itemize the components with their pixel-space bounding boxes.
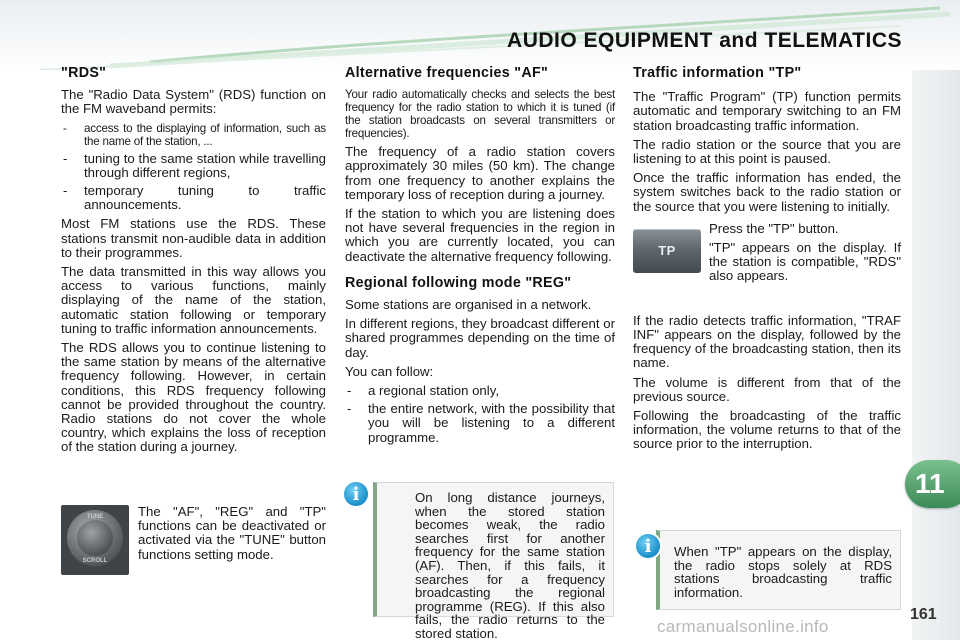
knob-note-text: The "AF", "REG" and "TP" functions can be deactivated or activated via the "TUNE" button functions setting mode. xyxy=(138,504,326,562)
reg-paragraph: In different regions, they broadcast different or shared programmes depending on the time of day. xyxy=(345,316,615,360)
af-section xyxy=(345,66,615,450)
info-icon: i xyxy=(636,534,660,558)
list-item: - temporary tuning to traffic announcements. xyxy=(61,184,326,212)
rds-bullet-list xyxy=(61,122,326,213)
rds-section xyxy=(61,66,326,460)
info-box-af-reg xyxy=(373,482,614,641)
tp-paragraph: Following the broadcasting of the traffic information, the volume returns to that of the source prior to the interruption. xyxy=(633,408,901,452)
reg-paragraph: You can follow: xyxy=(345,363,434,379)
tp-paragraph: Once the traffic information has ended, the system switches back to the radio station or the source that you were listening to initially. xyxy=(633,170,901,214)
tp-button-row xyxy=(633,222,901,314)
reg-paragraph: Some stations are organised in a network. xyxy=(345,297,592,313)
list-item: - access to the displaying of information, such as the name of the station, ... xyxy=(61,122,326,148)
tune-knob-note xyxy=(61,505,326,585)
list-item: - the entire network, with the possibility that you will be listening to a different programme. xyxy=(345,402,615,445)
reg-bullet-list xyxy=(345,384,615,445)
tp-paragraph: The "Traffic Program" (TP) function permits automatic and temporary switching to an FM station broadcasting traffic information. xyxy=(633,89,901,133)
tune-knob-icon xyxy=(61,505,129,575)
knob-label-top: TUNE xyxy=(86,514,104,520)
chapter-tab: 11 xyxy=(905,460,960,508)
rds-paragraph: Most FM stations use the RDS. These stations transmit non-audible data in addition to their programmes. xyxy=(61,216,326,260)
page-edge-band xyxy=(912,70,960,640)
af-paragraph: The frequency of a radio station covers approximately 30 miles (50 km). The change from one frequency to another explains the temporary loss of reception during a journey. xyxy=(345,144,615,202)
rds-heading: "RDS" xyxy=(61,65,107,81)
tp-press-text: Press the "TP" button. xyxy=(709,220,839,236)
page-number: 161 xyxy=(910,606,937,623)
tp-paragraph: If the radio detects traffic information, "TRAF INF" appears on the display, followed by the frequency of the broadcasting station, then its name. xyxy=(633,312,901,371)
rds-paragraph: The data transmitted in this way allows you access to various functions, mainly displaying of the name of the station, automatic station following or temporary tuning to traffic information announcements. xyxy=(61,264,326,336)
info-box-tp xyxy=(656,530,901,610)
reg-heading: Regional following mode "REG" xyxy=(345,274,572,291)
rds-intro: The "Radio Data System" (RDS) function on the FM waveband permits: xyxy=(61,87,326,117)
info-icon: i xyxy=(344,482,368,506)
tp-button: TP xyxy=(633,229,701,273)
af-paragraph: If the station to which you are listening does not have several frequencies in the region in which you are currently located, you can deactivate the alternative frequency following. xyxy=(345,206,615,264)
rds-paragraph: The RDS allows you to continue listening to the same station by means of the alternative frequency following. However, in certain conditions, this RDS frequency following cannot be provided throughout the country. Radio stations do not cover the whole country, which explains the loss of reception of the station during a journey. xyxy=(61,340,326,455)
tp-display-text: "TP" appears on the display. If the station is compatible, "RDS" also appears. xyxy=(709,240,901,284)
tp-section xyxy=(633,66,901,457)
tp-paragraph: The volume is different from that of the previous source. xyxy=(633,374,901,404)
watermark: carmanualsonline.info xyxy=(657,617,829,636)
info-box-text: When "TP" appears on the display, the radio stops solely at RDS stations broadcasting traffic information. xyxy=(674,544,892,600)
tp-button-description xyxy=(709,222,901,289)
af-heading: Alternative frequencies "AF" xyxy=(345,65,549,81)
tp-heading: Traffic information "TP" xyxy=(633,65,802,81)
tp-paragraph: The radio station or the source that you are listening to at this point is paused. xyxy=(633,136,901,167)
list-item: - tuning to the same station while travelling through different regions, xyxy=(61,152,326,180)
list-item: - a regional station only, xyxy=(345,384,615,398)
info-box-text: On long distance journeys, when the stored station becomes weak, the radio searches first for another frequency for the same station (AF). Then, if this fails, it searches for a frequency broadcasting the regional programme (REG). If this also fails, the radio returns to the stored station. xyxy=(415,490,605,641)
af-paragraph: Your radio automatically checks and selects the best frequency for the radio station to which it is tuned (if the station broadcasts on several transmitters or frequencies). xyxy=(345,88,615,141)
knob-label-bottom: SCROLL xyxy=(82,558,108,564)
page-title: AUDIO EQUIPMENT and TELEMATICS xyxy=(507,29,902,52)
